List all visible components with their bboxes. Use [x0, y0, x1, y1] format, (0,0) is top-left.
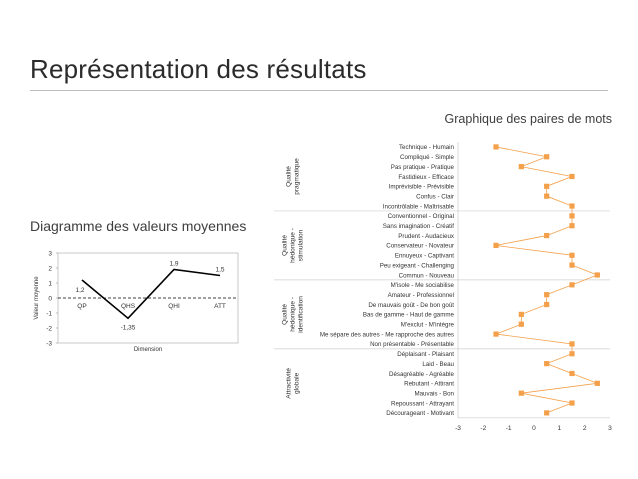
data-point [569, 371, 574, 376]
data-point [493, 243, 498, 248]
data-point [569, 341, 574, 346]
word-pair-label: Non présentable - Présentable [370, 341, 454, 349]
word-pair-label: Ennuyeux - Captivant [394, 252, 454, 260]
title-divider [30, 90, 608, 91]
mean-chart-heading: Diagramme des valeurs moyennes [30, 218, 247, 234]
y-tick-label: -3 [46, 340, 52, 348]
word-pair-label: Amateur - Professionnel [387, 291, 454, 299]
word-pair-label: Imprévisible - Prévisible [388, 183, 454, 191]
data-label: -1,35 [120, 324, 136, 332]
group-label-line: Qualité [281, 303, 289, 325]
data-point [569, 174, 574, 179]
data-point [493, 144, 498, 149]
data-point [519, 164, 524, 169]
data-point [595, 381, 600, 386]
pairs-chart-heading: Graphique des paires de mots [444, 112, 612, 126]
word-pair-label: Confus - Clair [416, 193, 454, 201]
word-pair-label: Désagréable - Agréable [388, 370, 454, 378]
x-axis-title: Dimension [133, 347, 163, 353]
mean-values-chart [30, 245, 242, 353]
y-tick-label: -1 [46, 310, 52, 318]
group-label-line: stimulation [297, 229, 305, 262]
data-point [544, 410, 549, 415]
word-pair-label: M'exclut - M'intègre [400, 321, 454, 329]
word-pair-label: Laid - Beau [422, 360, 454, 368]
data-point [544, 194, 549, 199]
data-point [569, 263, 574, 268]
group-label-line: Attractivité [285, 367, 293, 399]
data-point [519, 312, 524, 317]
data-point [569, 351, 574, 356]
word-pair-label: Sans imagination - Créatif [382, 223, 454, 231]
y-tick-label: -2 [46, 325, 52, 333]
word-pair-label: Technique - Humain [398, 144, 454, 152]
group-label-line: globale [293, 372, 301, 394]
x-category-label: QHI [168, 303, 180, 310]
x-category-label: ATT [214, 303, 226, 310]
word-pair-label: Compliqué - Simple [400, 154, 454, 162]
y-tick-label: 0 [48, 295, 52, 303]
data-point [569, 213, 574, 218]
group-label [282, 228, 305, 263]
group-label-line: Qualité [285, 166, 293, 187]
data-label: 1,5 [215, 266, 225, 274]
word-pair-label: Peu exigeant - Challenging [379, 262, 454, 270]
x-tick-label: 0 [532, 424, 536, 432]
data-point [544, 233, 549, 238]
word-pair-label: Pas pratique - Pratique [390, 163, 454, 171]
data-point [544, 302, 549, 307]
data-point [544, 361, 549, 366]
data-point [519, 322, 524, 327]
page-title: Représentation des résultats [30, 54, 367, 84]
word-pair-label: Déplaisant - Plaisant [397, 351, 454, 359]
word-pair-label: Décourageant - Motivant [386, 410, 454, 418]
data-point [569, 400, 574, 405]
y-tick-label: 2 [48, 265, 52, 273]
data-point [493, 331, 498, 336]
word-pair-label: Me sépare des autres - Me rapproche des autres [319, 331, 454, 339]
group-label-line: hédonique - [289, 228, 297, 263]
word-pair-label: Commun - Nouveau [398, 272, 454, 280]
data-point [519, 391, 524, 396]
x-tick-label: 1 [557, 424, 562, 432]
data-point [544, 292, 549, 297]
word-pair-label: Prudent - Audacieux [398, 232, 454, 240]
word-pair-label: De mauvais goût - De bon goût [368, 301, 454, 309]
group-label-line: identification [297, 296, 305, 333]
data-point [569, 203, 574, 208]
word-pair-label: Bas de gamme - Haut de gamme [362, 311, 454, 319]
word-pairs-chart [270, 140, 615, 440]
group-label-line: Qualité [281, 234, 289, 256]
x-tick-label: -1 [505, 424, 512, 432]
data-point [569, 282, 574, 287]
group-label [282, 296, 305, 333]
x-category-label: QP [77, 303, 87, 310]
data-label: 1,9 [169, 260, 179, 268]
x-tick-label: 2 [582, 424, 587, 432]
word-pair-label: Rebutant - Attirant [404, 380, 454, 388]
data-point [569, 223, 574, 228]
y-tick-label: 3 [48, 250, 52, 258]
word-pair-label: Fastidieux - Efficace [398, 173, 454, 181]
word-pair-label: Conservateur - Novateur [386, 242, 454, 250]
data-point [569, 253, 574, 258]
word-pair-label: Incontrôlable - Maîtrisable [382, 203, 454, 211]
group-label-line: pragmatique [293, 158, 301, 195]
mean-series-line [82, 270, 220, 319]
word-pair-label: Repoussant - Attrayant [391, 400, 454, 408]
data-point [544, 184, 549, 189]
group-label-line: hédonique - [289, 296, 297, 332]
word-pair-label: M'isole - Me sociabilise [390, 282, 454, 290]
x-category-label: QHS [120, 303, 136, 310]
x-tick-label: -3 [455, 424, 461, 432]
x-tick-label: 3 [608, 424, 612, 432]
data-label: 1,2 [75, 287, 85, 294]
x-tick-label: -2 [480, 424, 487, 432]
group-label [286, 368, 301, 399]
word-pair-label: Mauvais - Bon [414, 390, 454, 398]
data-point [544, 154, 549, 159]
data-point [595, 272, 600, 277]
y-tick-label: 1 [48, 280, 52, 288]
y-axis-title: Valeur moyenne [34, 276, 40, 320]
group-label [286, 158, 301, 195]
word-pair-label: Conventionnel - Original [387, 213, 454, 221]
